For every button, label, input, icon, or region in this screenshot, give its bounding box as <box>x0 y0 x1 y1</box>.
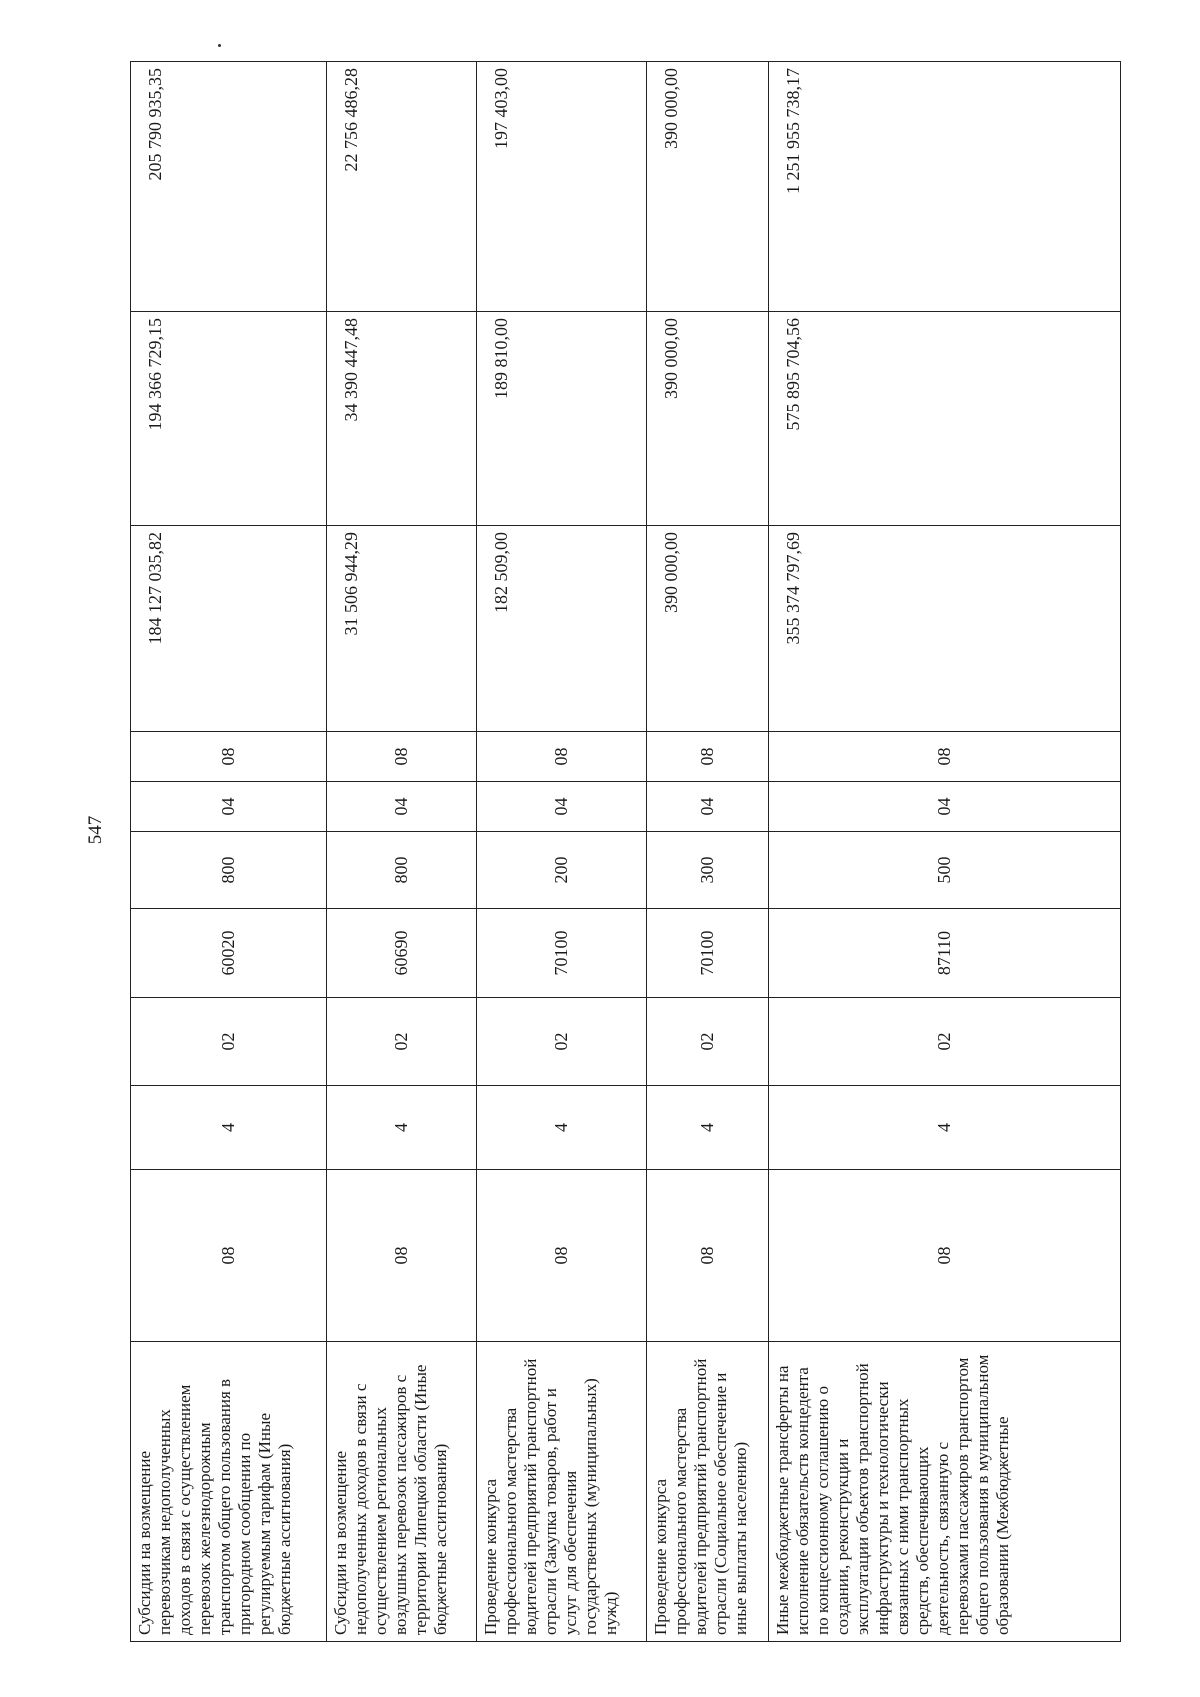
budget-table <box>130 61 1121 1642</box>
expense-type-cell: 500 <box>769 832 1121 909</box>
amount-year-3-cell: 22 756 486,28 <box>327 62 477 312</box>
section-code-cell: 08 <box>769 1170 1121 1342</box>
table-row <box>647 62 769 1642</box>
expense-type-cell: 800 <box>131 832 327 909</box>
direction-code-cell: 87110 <box>769 909 1121 998</box>
amount-year-3-cell: 1 251 955 738,17 <box>769 62 1121 312</box>
direction-code-cell: 70100 <box>647 909 769 998</box>
amount-year-3-cell: 390 000,00 <box>647 62 769 312</box>
amount-year-2-cell: 34 390 447,48 <box>327 312 477 526</box>
subprogram-code-cell: 02 <box>477 998 647 1086</box>
direction-code-cell: 60020 <box>131 909 327 998</box>
amount-year-1-cell: 184 127 035,82 <box>131 526 327 732</box>
chapter-code-cell: 04 <box>477 782 647 832</box>
direction-code-cell: 60690 <box>327 909 477 998</box>
table-row <box>131 62 327 1642</box>
section-code-cell: 08 <box>477 1170 647 1342</box>
section-code-cell: 08 <box>647 1170 769 1342</box>
amount-year-2-cell: 194 366 729,15 <box>131 312 327 526</box>
subsection-code-cell: 08 <box>769 732 1121 782</box>
subsection-code-cell: 08 <box>477 732 647 782</box>
chapter-code-cell: 04 <box>647 782 769 832</box>
chapter-code-cell: 04 <box>131 782 327 832</box>
table-row <box>327 62 477 1642</box>
row-description: Субсидии на возмещение недополученных доходов в связи с осуществлением региональных воздушных перевозок пассажиров с территории Липецкой области (Иные бюджетные ассигнования) <box>327 1342 477 1642</box>
subprogram-code-cell: 02 <box>647 998 769 1086</box>
subsection-code-cell: 08 <box>647 732 769 782</box>
subprogram-code-cell: 02 <box>131 998 327 1086</box>
subsection-code-cell: 08 <box>327 732 477 782</box>
amount-year-1-cell: 182 509,00 <box>477 526 647 732</box>
expense-type-cell: 800 <box>327 832 477 909</box>
program-code-cell: 4 <box>647 1086 769 1170</box>
row-description: Субсидии на возмещение перевозчикам недополученных доходов в связи с осуществлением перевозок железнодорожным транспортом общего пользования в пригородном сообщении по регулируемым тарифам (Иные бюджетные ассигнования) <box>131 1342 327 1642</box>
program-code-cell: 4 <box>769 1086 1121 1170</box>
subsection-code-cell: 08 <box>131 732 327 782</box>
chapter-code-cell: 04 <box>769 782 1121 832</box>
expense-type-cell: 200 <box>477 832 647 909</box>
amount-year-1-cell: 355 374 797,69 <box>769 526 1121 732</box>
direction-code-cell: 70100 <box>477 909 647 998</box>
table-row <box>769 62 1121 1642</box>
amount-year-2-cell: 390 000,00 <box>647 312 769 526</box>
amount-year-3-cell: 205 790 935,35 <box>131 62 327 312</box>
program-code-cell: 4 <box>477 1086 647 1170</box>
amount-year-2-cell: 575 895 704,56 <box>769 312 1121 526</box>
row-description: Проведение конкурса профессионального мастерства водителей предприятий транспортной отрасли (Социальное обеспечение и иные выплаты населению) <box>647 1342 769 1642</box>
row-description: Проведение конкурса профессионального мастерства водителей предприятий транспортной отрасли (Закупка товаров, работ и услуг для обеспечения государственных (муниципальных) нужд) <box>477 1342 647 1642</box>
chapter-code-cell: 04 <box>327 782 477 832</box>
page-number: 547 <box>85 815 106 845</box>
program-code-cell: 4 <box>131 1086 327 1170</box>
subprogram-code-cell: 02 <box>327 998 477 1086</box>
amount-year-3-cell: 197 403,00 <box>477 62 647 312</box>
table-body <box>131 62 1121 1642</box>
amount-year-1-cell: 31 506 944,29 <box>327 526 477 732</box>
amount-year-2-cell: 189 810,00 <box>477 312 647 526</box>
row-description: Иные межбюджетные трансферты на исполнение обязательств концедента по концессионному соглашению о создании, реконструкции и эксплуатации объектов транспортной инфраструктуры и технологически связанных с ними транспортных средств, обеспечивающих деятельность, связанную с перевозками пассажиров транспортом общего пользования в муниципальном образовании (Межбюджетные <box>769 1342 1121 1642</box>
table-row <box>477 62 647 1642</box>
program-code-cell: 4 <box>327 1086 477 1170</box>
table-rotated-container <box>130 62 1120 1642</box>
subprogram-code-cell: 02 <box>769 998 1121 1086</box>
expense-type-cell: 300 <box>647 832 769 909</box>
section-code-cell: 08 <box>327 1170 477 1342</box>
section-code-cell: 08 <box>131 1170 327 1342</box>
amount-year-1-cell: 390 000,00 <box>647 526 769 732</box>
scan-speck <box>218 44 221 47</box>
